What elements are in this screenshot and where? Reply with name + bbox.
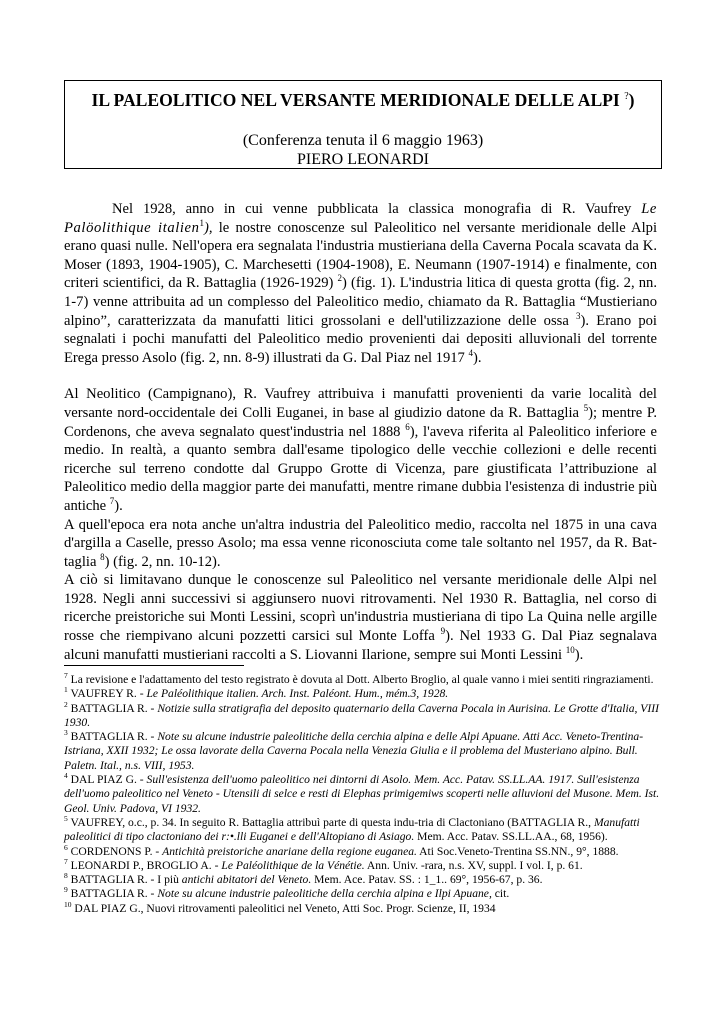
fn-citation: Antichità preistoriche anariane della regione euganea. (162, 844, 417, 858)
fn-text: CORDENONS P. - (67, 844, 163, 858)
p4-b: ). Nel 1933 G. Dal Piaz segnalava alcuni manufatti mustieriani raccolti a S. Liovanni Ilarione, sempre sui Monti Lessini (64, 628, 658, 663)
p4-a: A ciò si limitavano dunque le conoscenze sul Paleolitico nel versante meridionale delle Alpi nel 1928. Negli anni successivi si aggiunsero nuovi ritrovamenti. Nel 1930 R. Battaglia, nel corso di ricerche preistoriche sui Monti Lessini, scoprì un'industria mustieriana di tipo La Quina nelle argille rosse che riempivano alcuni pozzetti carsici sul Monte Loffa (64, 572, 657, 645)
fn-text: BATTAGLIA R. - (67, 701, 158, 715)
page-title (65, 90, 661, 111)
fn-text: DAL PIAZ G., Nuovi ritrovamenti paleolitici nel Veneto, Atti Soc. Progr. Scienze, II, 1934 (71, 901, 496, 915)
note-ref-1: 1 (199, 217, 205, 228)
p1-f: ). Erano poi segnalati i pochi manufatti del Paleolitico medio provenienti dai depositi alluvionali del torrente Erega presso Asolo (fig. 2, nn. 8-9) illustrati da G. Dal Piaz nel 1917 (64, 312, 657, 366)
body-text (64, 200, 657, 664)
fn-citation: Notizie sulla stratigrafia del deposito quaternario della Caverna Pocala in Aurisina. Le Grotte d'Italia, VIII 1930. (64, 701, 659, 729)
fn-text: VAUFREY R. - (67, 687, 147, 701)
fn-text: BATTAGLIA R. - (67, 887, 158, 901)
paragraph-gap (64, 367, 657, 385)
title-box (64, 80, 662, 169)
footnote-9 (64, 887, 662, 901)
fn-number: 3 (64, 728, 68, 738)
footnote-8 (64, 873, 662, 887)
fn-citation: Le Paléolithique de la Vénétie. (221, 858, 365, 872)
fn-number: 1 (64, 685, 68, 695)
note-ref-9: 9 (440, 626, 446, 637)
footnote-3 (64, 730, 662, 773)
fn-number: 7 (64, 857, 68, 866)
p2-a: Al Neolitico (Campignano), R. Vaufrey attribuiva i manufatti provenienti da varie località del versante nord-occidentale dei Colli Euganei, in base al giudizio datone da R. Battaglia (64, 386, 657, 421)
footnote-10 (64, 899, 662, 916)
fn-citation: Le Paléolithique italien. Arch. Inst. Paléont. Hum., mém.3, 1928. (146, 687, 449, 701)
title-close: ) (628, 90, 635, 110)
fn-text: BATTAGLIA R. - I più (67, 873, 182, 887)
fn-citation: Sull'esistenza dell'uomo paleolitico nei dintorni di Asolo. Mem. Acc. Patav. SS.LL.AA. 1917. Sull'esistenza dell'uomo paleolitico nel Veneto - Utensili di selce e resti di Elephas primigemiws scoperti nelle alluvioni del Musone. Mem. Ist. Geol. Univ. Padova, VI 1932. (64, 773, 660, 815)
title-note-mark: ? (624, 91, 629, 103)
paragraph-4 (64, 571, 657, 664)
fn-number: 2 (64, 699, 68, 709)
fn-number: 7 (64, 671, 68, 681)
p4-c: ). (574, 646, 584, 663)
author: PIERO LEONARDI (297, 151, 429, 168)
fn-number: 6 (64, 842, 68, 852)
footnote-divider (64, 665, 244, 666)
note-ref-2: 2 (337, 273, 343, 284)
fn-citation: Note su alcune industrie paleolitiche della cerchia alpina e Ilpi Apuane, (157, 887, 492, 901)
paragraph-1 (64, 200, 657, 367)
fn-number: 4 (64, 771, 68, 781)
fn-text: Mem. Ace. Patav. SS. : 1_1.. 69°, 1956-67, p. 36. (311, 873, 543, 887)
fn-number: 5 (64, 814, 68, 824)
fn-text: DAL PIAZ G. - (67, 773, 147, 787)
paragraph-2 (64, 385, 657, 515)
fn-text: LEONARDI P., BROGLIO A. - (67, 858, 222, 872)
p1-e: ) (fig. 1). L'industria litica di questa grotta (fig. 2, nn. 1-7) venne attribuita ad un complesso del Paleolitico medio, chiamato da R. Battaglia “Mustieriano alpino”, caratterizzata da manufatti litici grossolani e dell'utilizzazione delle ossa (64, 275, 657, 329)
subtitle: (Conferenza tenuta il 6 maggio 1963) (242, 132, 484, 149)
footnote-1 (64, 687, 662, 701)
footnotes (64, 673, 662, 916)
fn-number: 8 (64, 871, 68, 881)
fn-citation: Note su alcune industrie paleolitiche della cerchia alpina e delle Alpi Apuane. Atti Acc. Veneto-Trentina-Istriana, XXII 1932; Le ossa lavorate della Caverna Pocala nella Venezia Giulia e il problema del Musteriano alpino. Bull. Paletn. Ital., n.s. VIII, 1953. (64, 730, 644, 772)
footnote-2 (64, 699, 662, 731)
footnote-5 (64, 816, 662, 845)
note-ref-7: 7 (109, 496, 115, 507)
fn-citation: Manufatti paleolitici di tipo clactoniano dei r:•.lli Euganei e dell'Altopiano di Asiago. (64, 815, 640, 844)
fn-text: cit. (491, 887, 510, 901)
title-text: IL PALEOLITICO NEL VERSANTE MERIDIONALE DELLE ALPI (91, 90, 620, 110)
fn-text: Ann. Univ. -rara, n.s. XV, suppl. I vol. I, p. 61. (364, 858, 583, 872)
note-ref-3: 3 (576, 310, 581, 321)
fn-number: 9 (64, 885, 68, 895)
p1-c: ), (204, 219, 213, 236)
fn-text: BATTAGLIA R. - (67, 730, 158, 744)
fn-text: La revisione e l'adattamento del testo registrato è dovuta al Dott. Alberto Broglio, al quale vanno i miei sentiti ringraziamenti. (67, 673, 654, 686)
p1-book-title: Le Palöolithique italien (64, 201, 657, 236)
fn-text: Ati Soc.Veneto-Trentina SS.NN., 9°, 1888. (416, 844, 619, 858)
p3-a: A quell'epoca era nota anche un'altra industria del Paleolitico medio, raccolta nel 1875 in una cava d'argilla a Caselle, presso Asolo; ma essa venne riconosciuta come tale soltanto nel 1957, da R. Bat-taglia (64, 516, 657, 570)
fn-text: VAUFREY, o.c., p. 34. In seguito R. Battaglia attribuì parte di questa indu-tria di Clactoniano (BATTAGLIA R., (67, 815, 594, 829)
note-ref-8: 8 (100, 551, 105, 562)
p1-a: Nel 1928, anno in cui venne pubblicata la classica monografia di R. Vaufrey (112, 201, 642, 217)
fn-citation: antichi abitatori del Veneto. (181, 873, 312, 887)
note-ref-5: 5 (583, 403, 589, 414)
footnote-7b (64, 859, 662, 873)
note-ref-4: 4 (468, 347, 473, 358)
p1-d: le nostre conoscenze sul Paleolitico nel versante meridionale delle Alpi erano quasi nulle. Nell'opera era segnalata l'industria mustieriana della Caverna Pocala scavata da K. Moser (1893, 1904-1905), C. Marchesetti (1904-1908), E. Neumann (1907-1914) e finalmente, con criteri scientifici, da R. Battaglia (1926-1929) (64, 219, 658, 292)
paragraph-3 (64, 516, 657, 572)
note-ref-10: 10 (565, 644, 575, 655)
fn-number: 10 (64, 899, 72, 909)
footnote-4 (64, 773, 662, 816)
p2-b: ); mentre P. Cordenons, che aveva segnalato quest'industria nel 1888 (64, 404, 657, 440)
footnote-7 (64, 673, 662, 687)
p2-d: ). (114, 497, 123, 514)
fn-text: Mem. Acc. Patav. SS.LL.AA., 68, 1956). (414, 830, 608, 844)
p2-c: ), l'aveva riferita al Paleolitico inferiore e medio. In realtà, a quanto sembra dall'esame tipologico delle vecchie collezioni e delle recenti ricerche sul terreno condotte dal Gruppo Grotte di Vicenza, pare giustificata l’attribuzione al Paleolitico medio della maggior parte dei manufatti, mentre rimane dubbia l'esistenza di industrie più antiche (64, 423, 657, 514)
footnote-6 (64, 842, 662, 859)
note-ref-6: 6 (405, 421, 410, 432)
p3-b: ) (fig. 2, nn. 10-12). (104, 553, 221, 570)
p1-g: ). (473, 349, 482, 366)
